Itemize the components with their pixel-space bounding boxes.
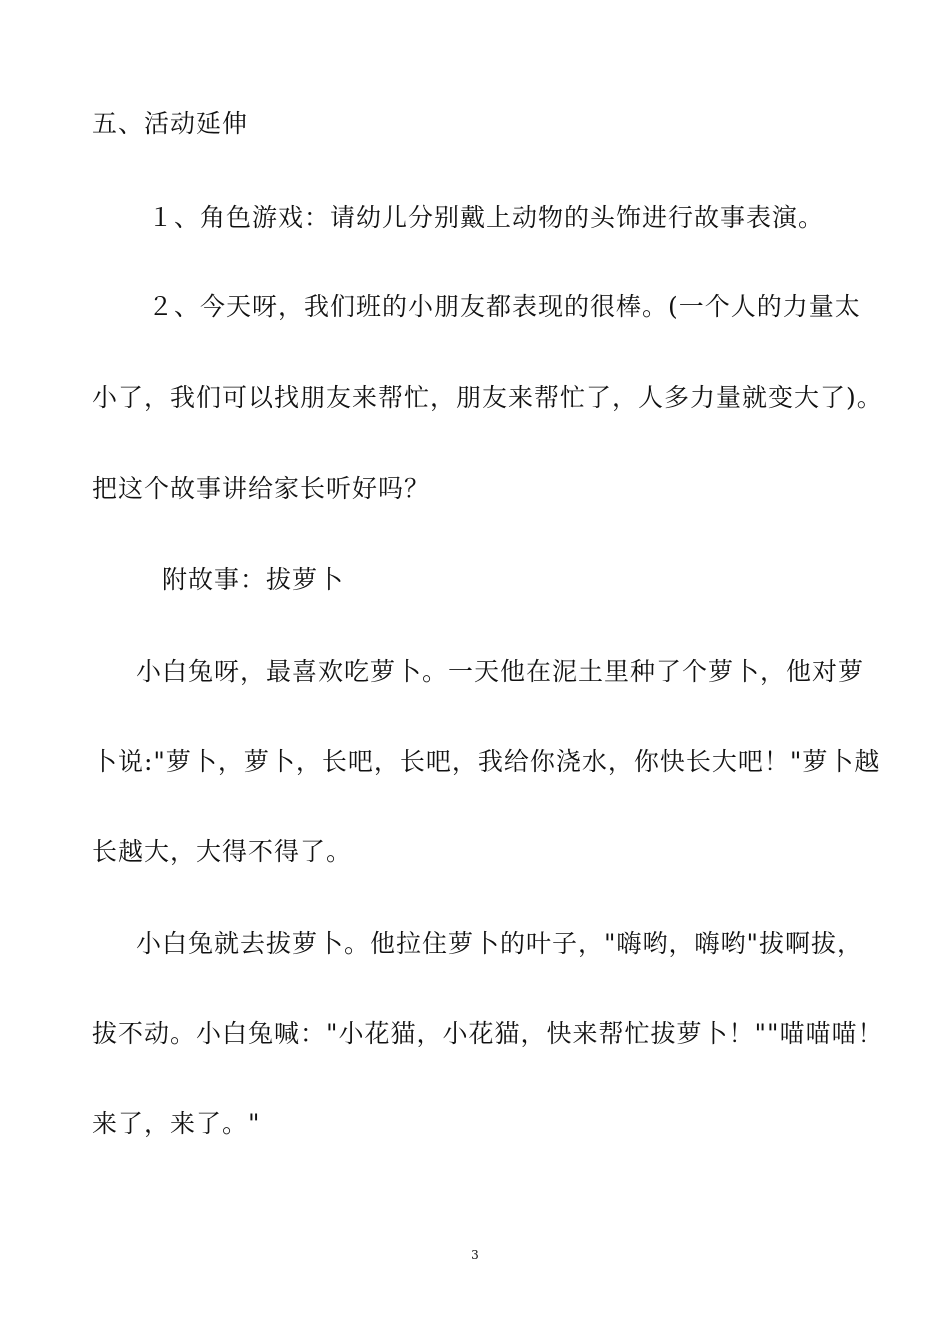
paragraph-line: 拔不动。小白兔喊："小花猫，小花猫，快来帮忙拔萝卜！""喵喵喵！ [92, 1019, 884, 1048]
page-number: 3 [471, 1248, 479, 1262]
paragraph-line: 小白兔呀，最喜欢吃萝卜。一天他在泥土里种了个萝卜，他对萝 [136, 657, 865, 686]
story-title: 附故事：拔萝卜 [162, 565, 345, 594]
paragraph-line: 小白兔就去拔萝卜。他拉住萝卜的叶子，"嗨哟，嗨哟"拔啊拔， [136, 929, 864, 958]
paragraph-line: 长越大，大得不得了。 [92, 837, 353, 866]
paragraph-line: 把这个故事讲给家长听好吗？ [92, 474, 431, 503]
paragraph-line: １、角色游戏：请幼儿分别戴上动物的头饰进行故事表演。 [148, 203, 825, 232]
section-heading: 五、活动延伸 [92, 109, 249, 138]
paragraph-line: 来了，来了。" [92, 1109, 261, 1138]
paragraph-line: 卜说:"萝卜，萝卜，长吧，长吧，我给你浇水，你快长大吧！"萝卜越 [92, 747, 881, 776]
paragraph-line: ２、今天呀，我们班的小朋友都表现的很棒。(一个人的力量太 [148, 292, 861, 321]
paragraph-line: 小了，我们可以找朋友来帮忙，朋友来帮忙了，人多力量就变大了)。 [92, 383, 883, 412]
